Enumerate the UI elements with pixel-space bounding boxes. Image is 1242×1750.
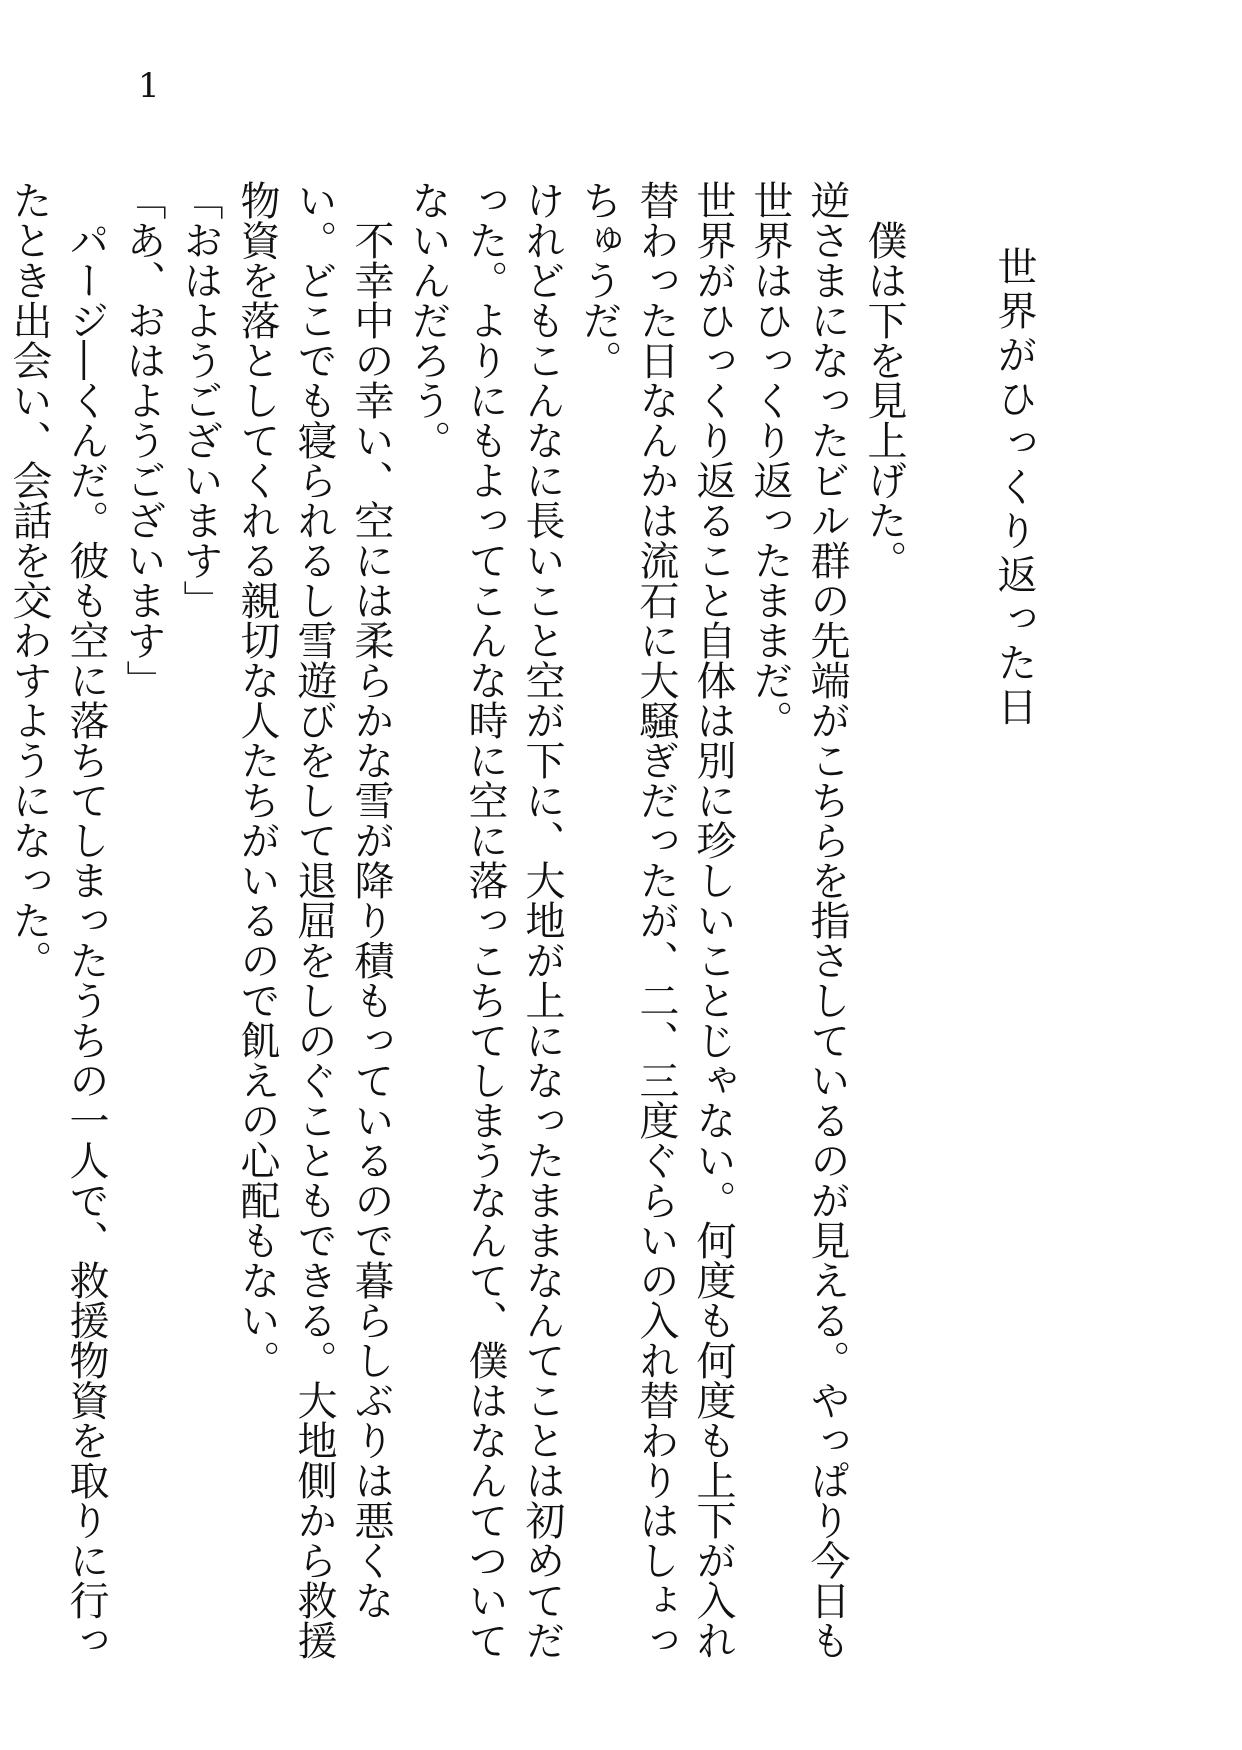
paragraph-1: 僕は下を見上げた。 bbox=[861, 180, 907, 580]
paragraph-6: パージ―くんだ。彼も空に落ちてしまったうちの一人で、救援物資を取りに行ったとき出会い、会話を交わすようになった。 bbox=[6, 180, 109, 1660]
page-number: 1 bbox=[138, 66, 160, 106]
body-text bbox=[0, 180, 912, 1670]
paragraph-2: 逆さまになったビル群の先端がこちらを指さしているのが見える。やっぱり今日も世界はひっくり返ったままだ。 bbox=[747, 180, 850, 1660]
chapter-title: 世界がひっくり返った日 bbox=[991, 246, 1037, 730]
paragraph-5: 不幸中の幸い、空には柔らかな雪が降り積もっているので暮らしぶりは悪くない。どこでも寝られるし雪遊びをして退屈をしのぐこともできる。大地側から救援物資を落としてくれる親切な人たちがいるので飢えの心配もない。 bbox=[234, 180, 394, 1660]
dialogue-2: 「あ、おはようございます」 bbox=[120, 180, 166, 700]
paragraph-3: 世界がひっくり返ること自体は別に珍しいことじゃない。何度も何度も上下が入れ替わった日なんかは流石に大騒ぎだったが、二、三度ぐらいの入れ替わりはしょっちゅうだ。 bbox=[576, 180, 736, 1660]
paragraph-4: けれどもこんなに長いこと空が下に、大地が上になったままなんてことは初めてだった。よりにもよってこんな時に空に落っこちてしまうなんて、僕はなんてついてないんだろう。 bbox=[405, 180, 565, 1660]
dialogue-1: 「おはようございます」 bbox=[177, 180, 223, 620]
